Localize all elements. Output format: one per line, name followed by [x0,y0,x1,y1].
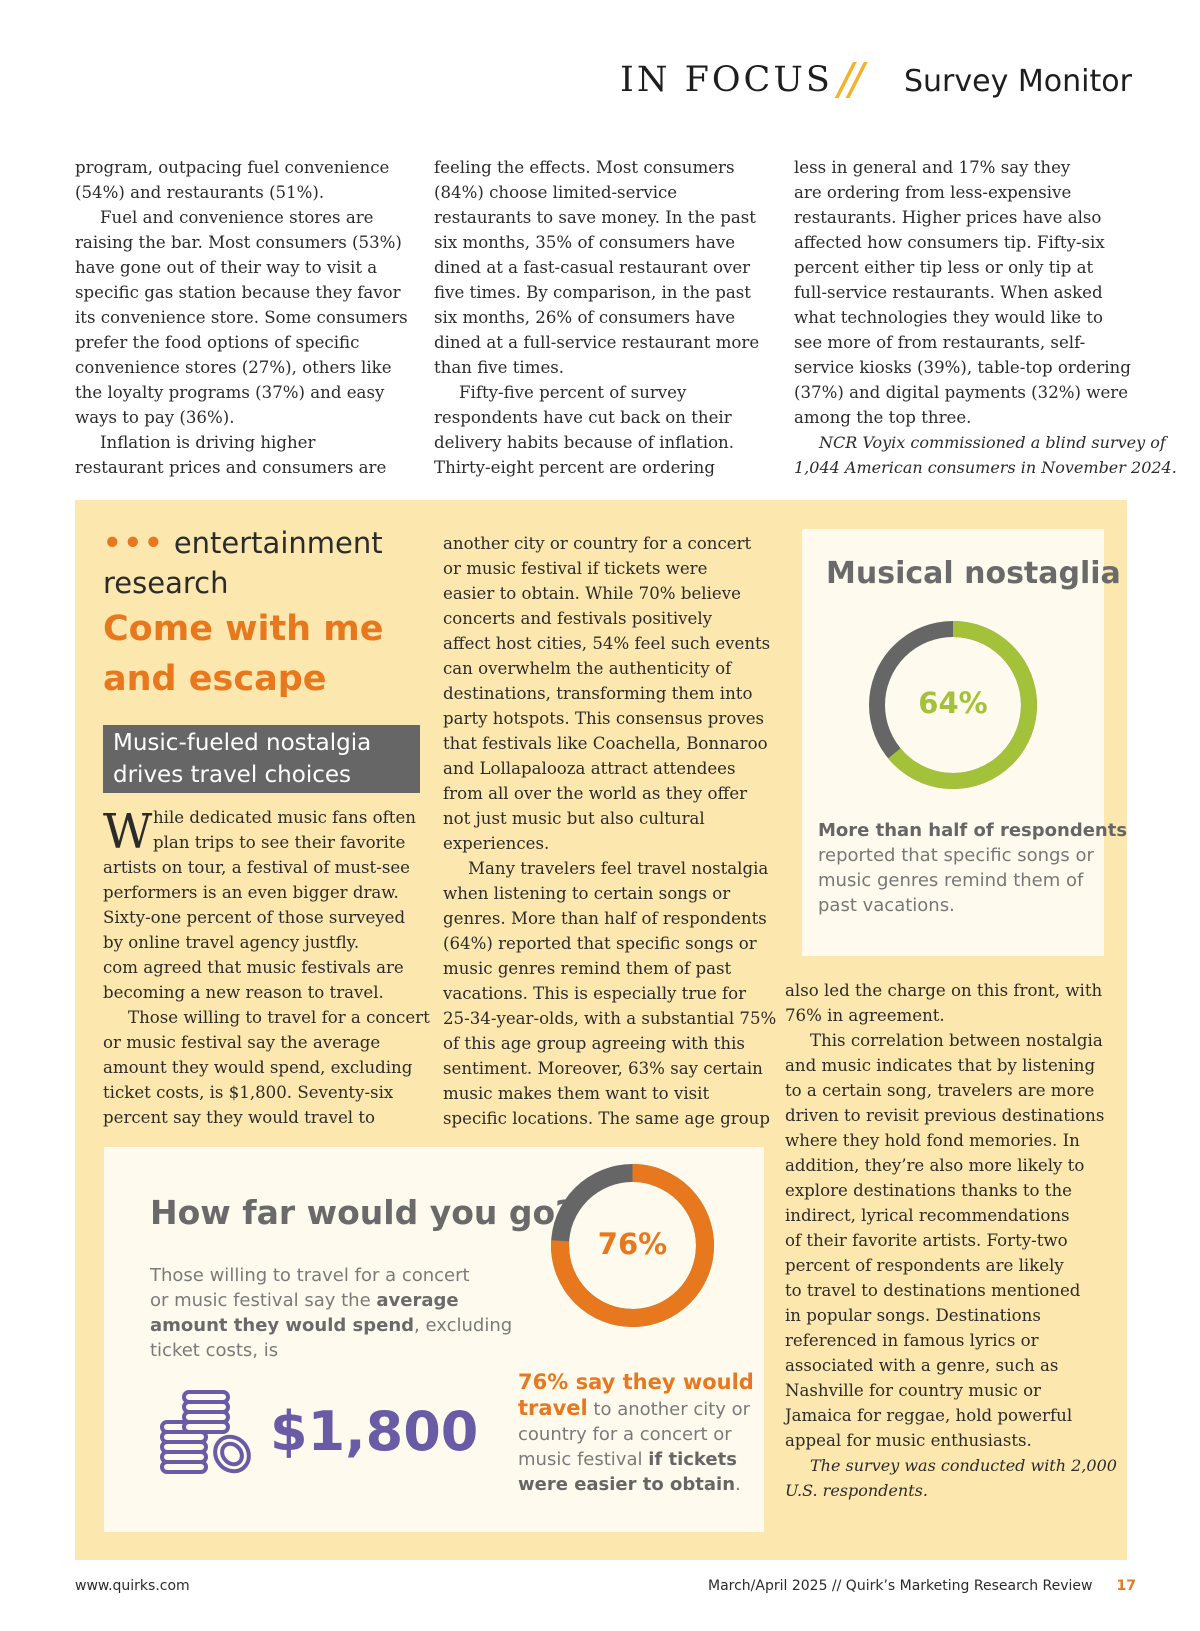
text-line: or music festival say the average [103,1033,381,1052]
column-title: Survey Monitor [904,64,1132,99]
intro-line: Those willing to travel for a concert [150,1265,470,1286]
top-article-column-3 [794,155,1177,480]
drop-cap: W [103,804,153,860]
text-line: percent of respondents are likely [785,1256,1064,1275]
text-line: experiences. [443,834,550,853]
text-line: explore destinations thanks to the [785,1181,1072,1200]
text-line: NCR Voyix commissioned a blind survey of [819,433,1166,452]
text-line: six months, 35% of consumers have [434,233,736,252]
text-line: driven to revisit previous destinations [785,1106,1105,1125]
text-line: the loyalty programs (37%) and easy [75,383,385,402]
text-line: and Lollapalooza attract attendees [443,759,736,778]
nostalgia-caption-line: music genres remind them of [818,870,1084,891]
text-line: associated with a genre, such as [785,1356,1059,1375]
average-spend-amount: $1,800 [270,1400,479,1463]
text-line: among the top three. [794,408,972,427]
stat-line: music festival [518,1449,649,1470]
text-line: performers is an even bigger draw. [103,883,399,902]
text-line: convenience stores (27%), others like [75,358,392,377]
text-line: easier to obtain. While 70% believe [443,584,741,603]
text-line: music genres remind them of past [443,959,732,978]
feature-kicker [103,523,383,603]
text-line: also led the charge on this front, with [785,981,1103,1000]
travel-card-intro [150,1263,512,1363]
text-line: and music indicates that by listening [785,1056,1096,1075]
text-line: 1,044 American consumers in November 2024. [794,458,1177,477]
top-article-column-2 [434,155,759,480]
text-line: service kiosks (39%), table-top ordering [794,358,1131,377]
intro-line: ticket costs, is [150,1340,279,1361]
text-line: vacations. This is especially true for [443,984,747,1003]
text-line: feeling the effects. Most consumers [434,158,735,177]
feature-headline [103,604,384,704]
nostalgia-caption-bold: More than half of respondents [818,820,1128,841]
nostalgia-caption [818,818,1127,918]
text-line: in popular songs. Destinations [785,1306,1041,1325]
text-line: U.S. respondents. [785,1481,928,1500]
text-line: ways to pay (36%). [75,408,235,427]
stat-line: 76% say they would [518,1370,754,1394]
text-line: where they hold fond memories. In [785,1131,1080,1150]
nostalgia-card-title: Musical nostaglia [826,556,1121,591]
text-line: from all over the world as they offer [443,784,748,803]
text-line: Jamaica for reggae, hold powerful [785,1406,1073,1425]
footer-issue [708,1578,1136,1594]
page-header [620,54,1132,108]
text-line: of their favorite artists. Forty-two [785,1231,1068,1250]
text-line: The survey was conducted with 2,000 [810,1456,1117,1475]
text-line: six months, 26% of consumers have [434,308,736,327]
text-line: specific locations. The same age group [443,1109,770,1128]
nostalgia-caption-line: past vacations. [818,895,955,916]
feature-column-3 [785,978,1117,1503]
text-line: to a certain song, travelers are more [785,1081,1095,1100]
text-line: restaurant prices and consumers are [75,458,387,477]
stat-line: to another city or [587,1399,751,1420]
text-line: can overwhelm the authenticity of [443,659,732,678]
text-line: when listening to certain songs or [443,884,731,903]
text-line: percent either tip less or only tip at [794,258,1094,277]
footer-issue-text: March/April 2025 // Quirk’s Marketing Research Review [708,1578,1093,1594]
top-article-column-1 [75,155,408,480]
feature-column-2 [443,531,776,1131]
page-number: 17 [1116,1578,1136,1594]
text-line: (37%) and digital payments (32%) were [794,383,1129,402]
feature-subhead [103,725,420,793]
text-line: This correlation between nostalgia [810,1031,1103,1050]
text-line: 76% in agreement. [785,1006,945,1025]
text-line: appeal for music enthusiasts. [785,1431,1032,1450]
text-line: affected how consumers tip. Fifty-six [794,233,1105,252]
text-line: another city or country for a concert [443,534,752,553]
text-line: hile dedicated music fans often [153,808,416,827]
kicker-dots: ••• [103,526,165,560]
stat-bold: if tickets [648,1449,737,1470]
text-line: (64%) reported that specific songs or [443,934,757,953]
text-line: restaurants to save money. In the past [434,208,756,227]
text-line: respondents have cut back on their [434,408,732,427]
text-line: full-service restaurants. When asked [794,283,1103,302]
stat-bold: travel [518,1396,588,1420]
text-line: genres. More than half of respondents [443,909,767,928]
travel-percent: 76% [597,1227,668,1261]
travel-stat-caption [518,1370,754,1497]
stat-line: country for a concert or [518,1424,732,1445]
text-line: amount they would spend, excluding [103,1058,413,1077]
text-line: restaurants. Higher prices have also [794,208,1102,227]
text-line: ticket costs, is $1,800. Seventy-six [103,1083,394,1102]
text-line: plan trips to see their favorite [153,833,406,852]
intro-line: , excluding [414,1315,513,1336]
headline-line-2: and escape [103,659,327,699]
intro-bold: amount they would spend [150,1315,415,1336]
text-line: by online travel agency justfly. [103,933,360,952]
nostalgia-caption-line: reported that specific songs or [818,845,1094,866]
text-line: artists on tour, a festival of must-see [103,858,410,877]
text-line: dined at a fast-casual restaurant over [434,258,751,277]
section-title: IN FOCUS [620,60,833,100]
text-line: see more of from restaurants, self- [794,333,1086,352]
subhead-line-2: drives travel choices [113,762,351,788]
text-line: com agreed that music festivals are [103,958,404,977]
text-line: Fifty-five percent of survey [459,383,687,402]
header-separator: // [838,54,860,105]
intro-line: or music festival say the [150,1290,377,1311]
intro-bold: average [376,1290,459,1311]
kicker-line-1: entertainment [173,526,383,560]
coins-stack-icon [156,1388,256,1478]
text-line: or music festival if tickets were [443,559,708,578]
text-line: concerts and festivals positively [443,609,713,628]
text-line: to travel to destinations mentioned [785,1281,1081,1300]
stat-line: . [735,1474,741,1495]
footer-url: www.quirks.com [75,1578,190,1594]
text-line: referenced in famous lyrics or [785,1331,1039,1350]
text-line: (84%) choose limited-service [434,183,678,202]
text-line: music makes them want to visit [443,1084,710,1103]
text-line: percent say they would travel to [103,1108,376,1127]
travel-card-title: How far would you go? [150,1193,575,1232]
text-line: raising the bar. Most consumers (53%) [75,233,402,252]
text-line: specific gas station because they favor [75,283,401,302]
text-line: of this age group agreeing with this [443,1034,745,1053]
text-line: Sixty-one percent of those surveyed [103,908,406,927]
text-line: Nashville for country music or [785,1381,1041,1400]
text-line: (54%) and restaurants (51%). [75,183,325,202]
text-line: destinations, transforming them into [443,684,753,703]
text-line: than five times. [434,358,565,377]
headline-line-1: Come with me [103,609,384,649]
text-line: less in general and 17% say they [794,158,1071,177]
subhead-line-1: Music-fueled nostalgia [113,730,372,756]
nostalgia-percent: 64% [918,686,988,720]
text-line: that festivals like Coachella, Bonnaroo [443,734,768,753]
text-line: Fuel and convenience stores are [100,208,374,227]
text-line: what technologies they would like to [794,308,1104,327]
text-line: Many travelers feel travel nostalgia [468,859,769,878]
kicker-line-2: research [103,566,229,600]
text-line: five times. By comparison, in the past [434,283,751,302]
text-line: becoming a new reason to travel. [103,983,384,1002]
text-line: addition, they’re also more likely to [785,1156,1085,1175]
feature-column-1 [103,805,430,1130]
text-line: prefer the food options of specific [75,333,360,352]
text-line: Those willing to travel for a concert [128,1008,430,1027]
text-line: not just music but also cultural [443,809,705,828]
text-line: are ordering from less-expensive [794,183,1072,202]
text-line: indirect, lyrical recommendations [785,1206,1070,1225]
text-line: delivery habits because of inflation. [434,433,735,452]
text-line: 25-34-year-olds, with a substantial 75% [443,1009,777,1028]
text-line: its convenience store. Some consumers [75,308,408,327]
text-line: program, outpacing fuel convenience [75,158,390,177]
text-line: party hotspots. This consensus proves [443,709,765,728]
stat-bold: were easier to obtain [518,1474,736,1495]
text-line: Inflation is driving higher [100,433,316,452]
text-line: have gone out of their way to visit a [75,258,378,277]
text-line: sentiment. Moreover, 63% say certain [443,1059,763,1078]
text-line: dined at a full-service restaurant more [434,333,760,352]
text-line: Thirty-eight percent are ordering [434,458,715,477]
text-line: affect host cities, 54% feel such events [443,634,771,653]
